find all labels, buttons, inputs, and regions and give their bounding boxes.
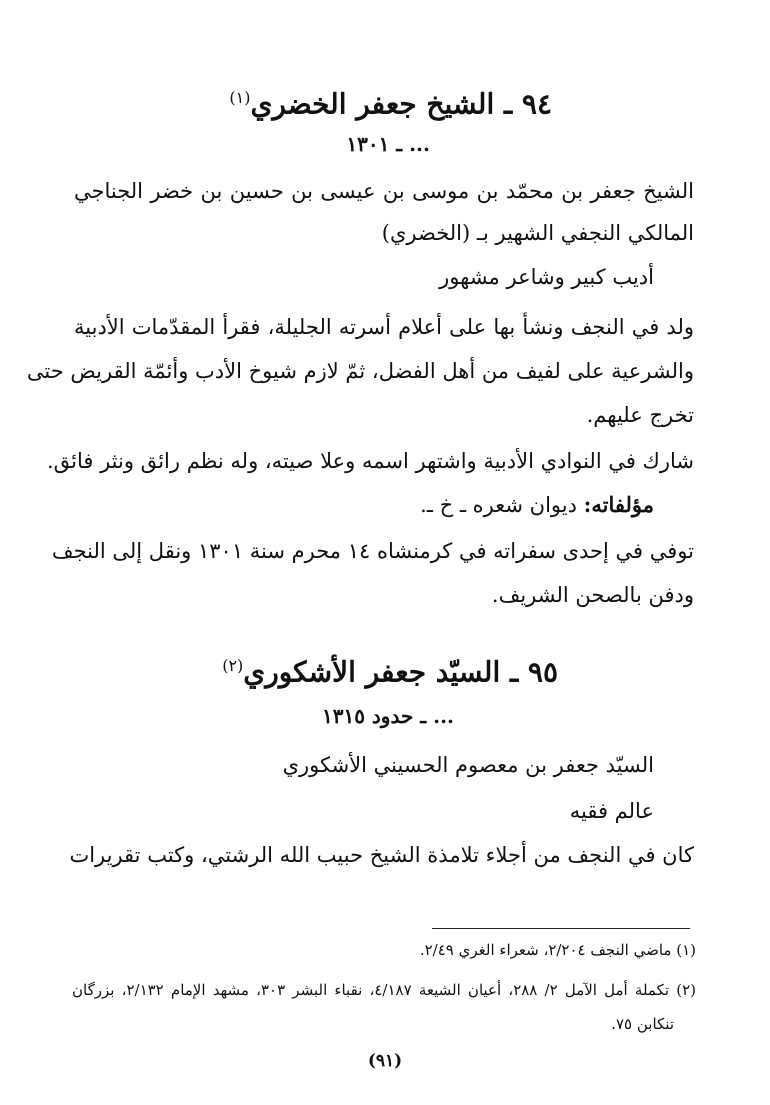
entry-title-text: ٩٤ ـ الشيخ جعفر الخضري — [250, 87, 552, 121]
entry-dates: ... ـ حدود ١٣١٥ — [321, 704, 454, 728]
footnote-ref: (٢) — [222, 656, 244, 675]
paragraph-line: توفي في إحدى سفراته في كرمنشاه ١٤ محرم سنة ١٣٠١ ونقل إلى النجف — [51, 539, 694, 563]
works-line — [74, 490, 654, 520]
paragraph-line: والشرعية على لفيف من أهل الفضل، ثمّ لازم شيوخ الأدب وأئمّة القريض حتى — [26, 359, 694, 383]
paragraph-line: كان في النجف من أجلاء تلامذة الشيخ حبيب الله الرشتي، وكتب تقريرات — [69, 843, 694, 867]
page-number: (٩١) — [367, 1051, 403, 1071]
entry-dates: ... ـ ١٣٠١ — [346, 132, 430, 156]
paragraph-line: المالكي النجفي الشهير بـ (الخضري) — [381, 221, 694, 245]
paragraph-line: ولد في النجف ونشأ بها على أعلام أسرته الجليلة، فقرأ المقدّمات الأدبية — [74, 315, 694, 339]
footnote-ref: (١) — [229, 88, 251, 107]
footnote: تنكابن ٧٥. — [611, 1015, 674, 1033]
paragraph-line: ودفن بالصحن الشريف. — [491, 583, 694, 607]
paragraph-line: شارك في النوادي الأدبية واشتهر اسمه وعلا صيته، وله نظم رائق ونثر فائق. — [46, 449, 694, 473]
footnote: (١) ماضي النجف ٢/٢٠٤، شعراء الغري ٢/٤٩. — [419, 941, 696, 959]
footnote-divider — [432, 928, 690, 929]
paragraph-line: السيّد جعفر بن معصوم الحسيني الأشكوري — [282, 753, 654, 777]
works-label: مؤلفاته: — [583, 492, 654, 517]
entry-title — [222, 646, 558, 692]
entry-title-text: ٩٥ ـ السيّد جعفر الأشكوري — [243, 655, 558, 689]
paragraph-line: أديب كبير وشاعر مشهور — [439, 265, 654, 289]
paragraph-line: عالم فقيه — [569, 799, 654, 823]
entry-title — [229, 78, 552, 124]
paragraph-line: تخرج عليهم. — [586, 403, 694, 427]
works-text: ديوان شعره ـ خ ـ. — [420, 493, 584, 517]
paragraph-line: الشيخ جعفر بن محمّد بن موسى بن عيسى بن حسين بن خضر الجناجي — [74, 179, 694, 203]
footnote: (٢) تكملة أمل الآمل ٢/ ٢٨٨، أعيان الشيعة ٤/١٨٧، نقباء البشر ٣٠٣، مشهد الإمام ٢/١٣٢، بزرگان — [72, 981, 696, 999]
